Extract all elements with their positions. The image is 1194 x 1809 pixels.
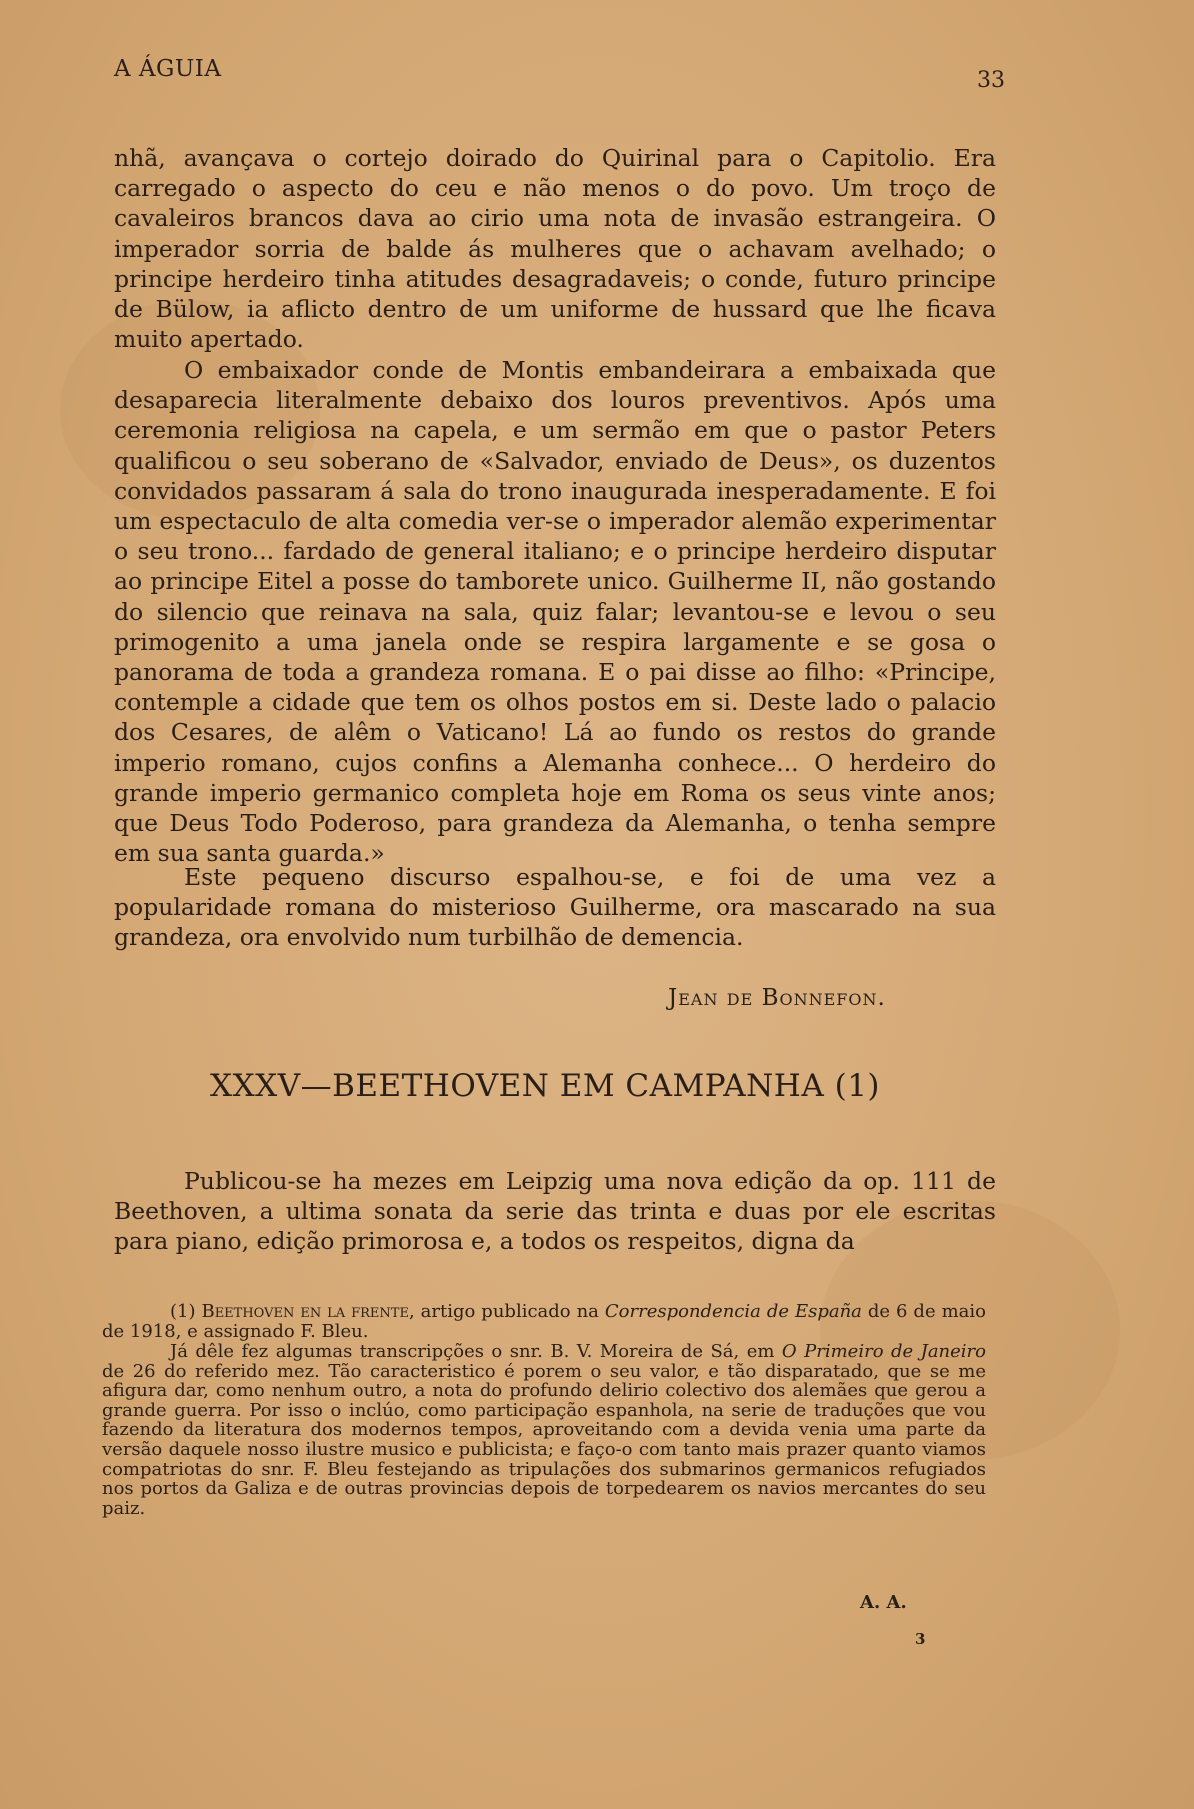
footnote-initials: A. A.	[860, 1592, 907, 1613]
footnote-continuation: Já dêle fez algumas transcripções o snr. B. V. Moreira de Sá, em O Primeiro de Janeiro de 26 do referido mez. Tão caracteristico é porem o seu valor, e tão disparatado, que se me afigura dar, como nenhum outro, a nota do profundo delirio colectivo dos alemães que gerou a grande guerra. Por isso o inclúo, como participação espanhola, na serie de traduções que vou fazendo da literatura dos modernos tempos, aproveitando com a devida venia uma parte da versão daquele nosso ilustre musico e publicista; e faço-o com tanto mais prazer quanto viamos compatriotas do snr. F. Bleu festejando as tripulações dos submarinos germanicos refugiados nos portos da Galiza e de outras provincias depois de torpedearem os navios mercantes do seu paiz.	[102, 1341, 987, 1519]
body-paragraph: O embaixador conde de Montis embandeirara a embaixada que desaparecia literalmente debaixo dos louros preventivos. Após uma ceremonia religiosa na capela, e um sermão em que o pastor Peters qualificou o seu soberano de «Salvador, enviado de Deus», os duzentos convidados passaram á sala do trono inaugurada inesperadamente. E foi um espectaculo de alta comedia ver-se o imperador alemão experimentar o seu trono... fardado de general italiano; e o principe herdeiro disputar ao principe Eitel a posse do tamborete unico. Guilherme II, não gostando do silencio que reinava na sala, quiz falar; levantou-se e levou o seu primogenito a uma janela onde se respira largamente e se gosa o panorama de toda a grandeza romana. E o pai disse ao filho: «Principe, contemple a cidade que tem os olhos postos em si. Deste lado o palacio dos Cesares, de alêm o Vaticano! Lá ao fundo os restos do grande imperio romano, cujos confins a Alemanha conhece... O herdeiro do grande imperio germanico completa hoje em Roma os seus vinte anos; que Deus Todo Poderoso, para grandeza da Alemanha, o tenha sempre em sua santa guarda.»	[114, 356, 996, 868]
running-header: A ÁGUIA	[114, 56, 222, 82]
body-paragraph: Este pequeno discurso espalhou-se, e foi de uma vez a popularidade romana do misterioso Guilherme, ora mascarado na sua grandeza, ora envolvido num turbilhão de demencia.	[114, 863, 996, 952]
section-paragraph: Publicou-se ha mezes em Leipzig uma nova edição da op. 111 de Beethoven, a ultima sonata da serie das trinta e duas por ele escritas para piano, edição primorosa e, a todos os respeitos, digna da	[114, 1167, 996, 1256]
footnote-reference: (1)	[834, 1068, 881, 1104]
body-paragraph: nhã, avançava o cortejo doirado do Quirinal para o Capitolio. Era carregado o aspecto do ceu e não menos o do povo. Um troço de cavaleiros brancos dava ao cirio uma nota de invasão estrangeira. O imperador sorria de balde ás mulheres que o achavam avelhado; o principe herdeiro tinha atitudes desagradaveis; o conde, futuro principe de Bülow, ia aflicto dentro de um uniforme de hussard que lhe ficava muito apertado.	[114, 144, 996, 354]
page-number: 33	[977, 68, 1005, 93]
footnote-1: (1) Beethoven en la frente, artigo publicado na Correspondencia de España de 6 de maio de 1918, e assignado F. Bleu.	[102, 1301, 986, 1342]
sheet-signature-number: 3	[915, 1630, 926, 1648]
section-title: XXXV—BEETHOVEN EM CAMPANHA (1)	[210, 1068, 881, 1104]
author-signature: Jean de Bonnefon.	[668, 985, 886, 1011]
